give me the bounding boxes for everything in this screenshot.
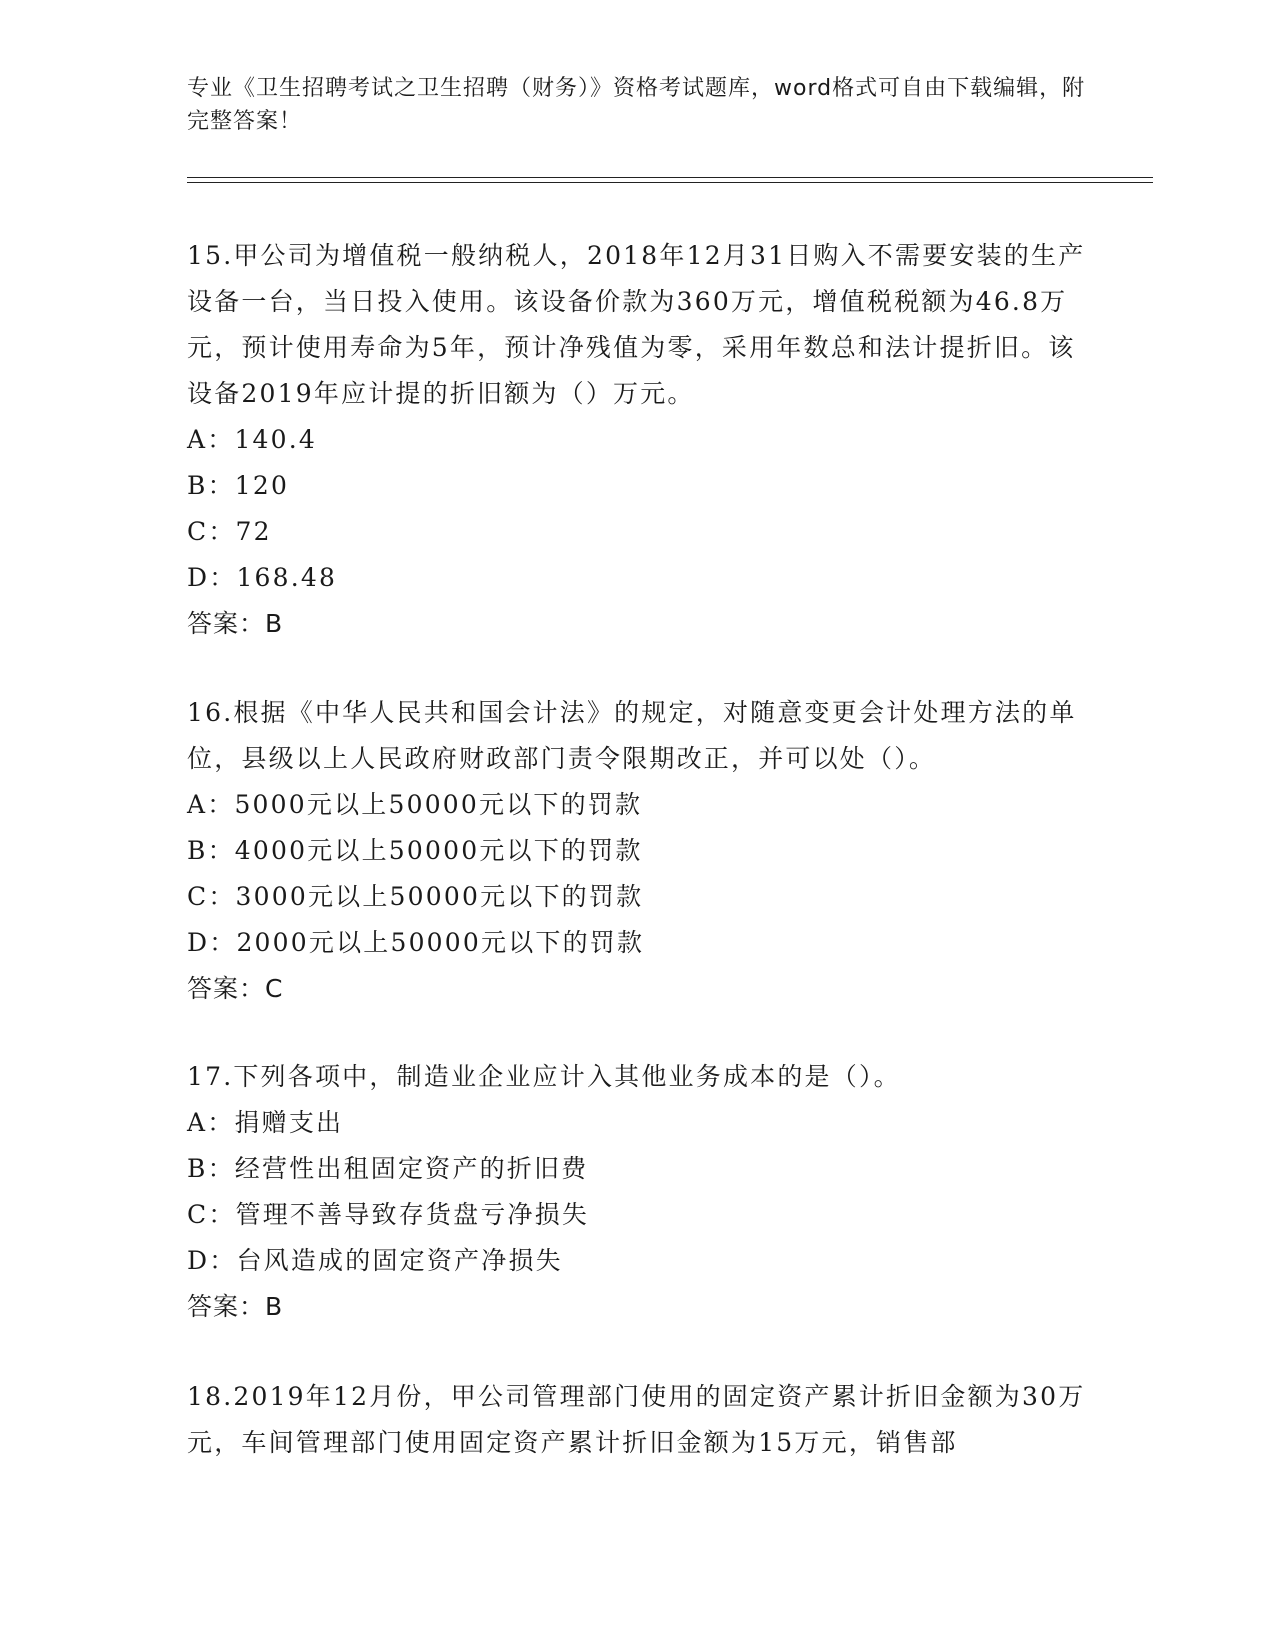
- answer: 答案：C: [187, 974, 284, 1003]
- option-a: A：5000元以上50000元以下的罚款: [187, 790, 643, 819]
- question-17: [187, 1054, 1087, 1330]
- option-b: B：经营性出租固定资产的折旧费: [187, 1154, 589, 1183]
- question-stem: 16.根据《中华人民共和国会计法》的规定，对随意变更会计处理方法的单位，县级以上人民政府财政部门责令限期改正，并可以处（）。: [187, 698, 1077, 773]
- option-c: C：3000元以上50000元以下的罚款: [187, 882, 644, 911]
- header-divider: [187, 177, 1153, 178]
- document-header: 专业《卫生招聘考试之卫生招聘（财务）》资格考试题库，word格式可自由下载编辑，附完整答案！: [187, 76, 1086, 134]
- option-b: B：4000元以上50000元以下的罚款: [187, 836, 643, 865]
- question-stem: 18.2019年12月份，甲公司管理部门使用的固定资产累计折旧金额为30万元，车间管理部门使用固定资产累计折旧金额为15万元，销售部: [187, 1382, 1086, 1457]
- header-divider-double: [187, 182, 1153, 183]
- option-c: C：72: [187, 517, 272, 546]
- question-stem: 15.甲公司为增值税一般纳税人，2018年12月31日购入不需要安装的生产设备一台，当日投入使用。该设备价款为360万元，增值税税额为46.8万元，预计使用寿命为5年，预计净残值为零，采用年数总和法计提折旧。该设备2019年应计提的折旧额为（）万元。: [187, 241, 1086, 408]
- answer: 答案：B: [187, 1292, 284, 1321]
- question-stem: 17.下列各项中，制造业企业应计入其他业务成本的是（）。: [187, 1062, 901, 1091]
- question-16: [187, 690, 1087, 1012]
- option-a: A：140.4: [187, 425, 318, 454]
- option-d: D：台风造成的固定资产净损失: [187, 1246, 563, 1275]
- option-d: D：2000元以上50000元以下的罚款: [187, 928, 645, 957]
- option-c: C：管理不善导致存货盘亏净损失: [187, 1200, 590, 1229]
- question-18: [187, 1374, 1087, 1466]
- option-d: D：168.48: [187, 563, 338, 592]
- answer: 答案：B: [187, 609, 284, 638]
- question-15: [187, 233, 1087, 647]
- option-a: A：捐赠支出: [187, 1108, 344, 1137]
- option-b: B：120: [187, 471, 290, 500]
